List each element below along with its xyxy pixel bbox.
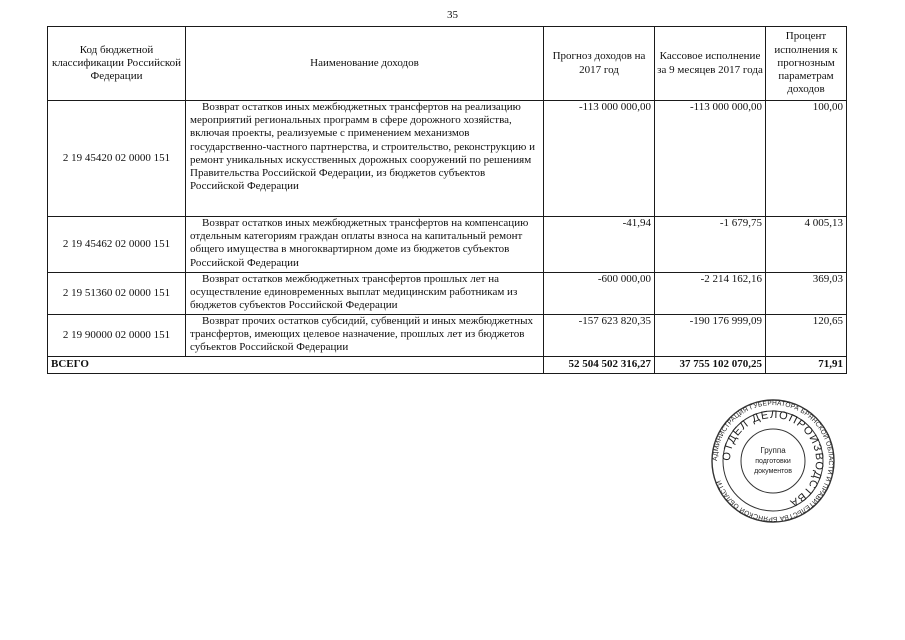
row-percent: 369,03 [766,273,847,315]
row-cash: -190 176 999,09 [655,315,766,357]
row-name-text: Возврат остатков иных межбюджетных трансфертов на реализацию мероприятий региональных программ в сфере дорожного хозяйства, включая проекты, реализуемые с применением механизмов государственно-частного партнерства, и строительство, реконструкцию и ремонт уникальных искусственных дорожных сооружений по решениям Правительства Российской Федерации, из бюджетов субъектов Российской Федерации [190,101,536,193]
header-percent: Процент исполнения к прогнозным параметрам доходов [766,27,847,101]
row-code: 2 19 90000 02 0000 151 [48,315,186,357]
row-code: 2 19 45462 02 0000 151 [48,217,186,273]
table-header-row [48,27,847,101]
row-name [186,217,544,273]
header-name: Наименование доходов [186,27,544,101]
revenue-table [47,26,847,374]
total-cash: 37 755 102 070,25 [655,357,766,374]
row-cash: -113 000 000,00 [655,101,766,217]
stamp-outer-text: АДМИНИСТРАЦИЯ ГУБЕРНАТОРА БРЯНСКОЙ ОБЛАСТИ И ПРАВИТЕЛЬСТВА БРЯНСКОЙ ОБЛАСТИ [711,399,835,523]
header-code: Код бюджетной классификации Российской Федерации [48,27,186,101]
row-forecast: -157 623 820,35 [544,315,655,357]
row-forecast: -113 000 000,00 [544,101,655,217]
row-cash: -2 214 162,16 [655,273,766,315]
row-cash: -1 679,75 [655,217,766,273]
official-stamp [710,398,836,524]
row-percent: 120,65 [766,315,847,357]
total-percent: 71,91 [766,357,847,374]
row-name [186,273,544,315]
row-name [186,315,544,357]
total-label: ВСЕГО [48,357,544,374]
stamp-inner-line1: Группа [760,446,786,455]
total-forecast: 52 504 502 316,27 [544,357,655,374]
header-cash: Кассовое исполнение за 9 месяцев 2017 года [655,27,766,101]
row-name [186,101,544,217]
stamp-inner-line3: документов [754,468,792,475]
row-name-text: Возврат прочих остатков субсидий, субвенций и иных межбюджетных трансфертов, имеющих целевое назначение, прошлых лет из бюджетов субъектов Российской Федерации [190,315,533,354]
table-row [48,273,847,315]
header-forecast: Прогноз доходов на 2017 год [544,27,655,101]
stamp-middle-text: ОТДЕЛ ДЕЛОПРОИЗВОДСТВА [720,408,826,510]
row-forecast: -41,94 [544,217,655,273]
row-code: 2 19 45420 02 0000 151 [48,101,186,217]
row-percent: 4 005,13 [766,217,847,273]
table-row [48,101,847,217]
row-name-text: Возврат остатков иных межбюджетных трансфертов на компенсацию отдельным категориям граждан оплаты взноса на капитальный ремонт общего имущества в многоквартирном доме из бюджетов субъектов Российской Федерации [190,217,529,269]
total-row [48,357,847,374]
row-forecast: -600 000,00 [544,273,655,315]
row-percent: 100,00 [766,101,847,217]
row-name-text: Возврат остатков межбюджетных трансфертов прошлых лет на осуществление единовременных выплат медицинским работникам из бюджетов субъектов Российской Федерации [190,273,518,312]
table-row [48,315,847,357]
page-number: 35 [447,9,458,21]
row-code: 2 19 51360 02 0000 151 [48,273,186,315]
table-row [48,217,847,273]
stamp-inner-line2: подготовки [755,458,791,465]
